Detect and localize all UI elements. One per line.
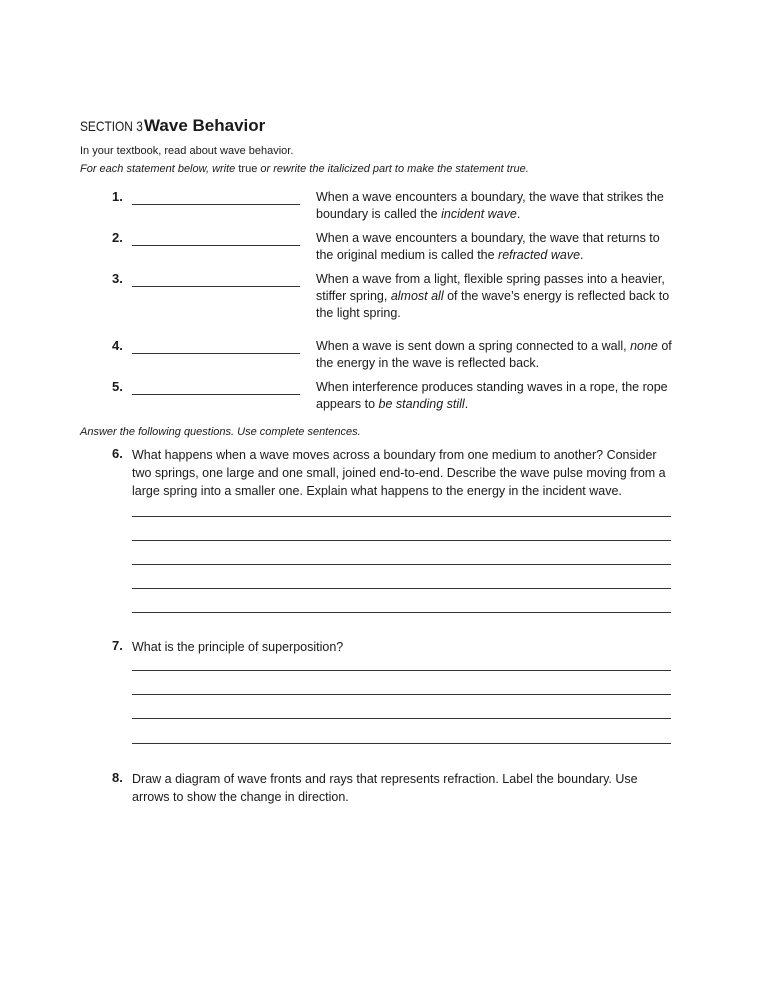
question-text: What is the principle of superposition? bbox=[132, 640, 344, 654]
statement-text bbox=[316, 189, 676, 223]
answer-line[interactable] bbox=[132, 743, 671, 744]
answer-line[interactable] bbox=[132, 540, 671, 541]
answer-line[interactable] bbox=[132, 612, 671, 613]
answer-blank[interactable] bbox=[132, 231, 300, 246]
statement-part: When a wave encounters a boundary, the wave that strikes the boundary is called the bbox=[316, 190, 664, 221]
section-name: Wave Behavior bbox=[144, 116, 266, 135]
statement-text bbox=[316, 271, 676, 322]
question-number: 8. bbox=[112, 770, 123, 785]
statement-number: 1. bbox=[112, 189, 123, 204]
statement-number: 4. bbox=[112, 338, 123, 353]
answer-blank[interactable] bbox=[132, 380, 300, 395]
question-number: 7. bbox=[112, 638, 123, 653]
statement-number: 2. bbox=[112, 230, 123, 245]
statement-part: . bbox=[516, 207, 521, 221]
statement-number: 5. bbox=[112, 379, 123, 394]
section-number: SECTION 3 bbox=[80, 118, 143, 134]
statement-part: . bbox=[580, 248, 584, 262]
answer-line[interactable] bbox=[132, 516, 671, 517]
answer-blank[interactable] bbox=[132, 339, 300, 354]
statement-part: of the wave’s energy is reflected back to the light spring. bbox=[316, 289, 670, 320]
question-text: What happens when a wave moves across a boundary from one medium to another? Consider two springs, one large and one small, joined end-to-end. Describe the wave pulse moving from a large spring into a smaller one. Explain what happens to the energy in the incident wave. bbox=[132, 448, 666, 498]
statement-number: 3. bbox=[112, 271, 123, 286]
question-number: 6. bbox=[112, 446, 123, 461]
statement-text bbox=[316, 338, 676, 372]
statement-part: When a wave from a light, flexible spring passes into a heavier, stiffer spring, bbox=[316, 272, 665, 303]
italic-part: almost all bbox=[390, 289, 444, 303]
statement-text bbox=[316, 379, 676, 413]
answer-blank[interactable] bbox=[132, 272, 300, 287]
answer-line[interactable] bbox=[132, 564, 671, 565]
section-title bbox=[80, 116, 265, 136]
question-text: Draw a diagram of wave fronts and rays that represents refraction. Label the boundary. Use arrows to show the change in direction. bbox=[132, 772, 638, 804]
answer-line[interactable] bbox=[132, 694, 671, 695]
italic-part: incident wave bbox=[441, 207, 517, 221]
instructions-true-false: For each statement below, write true or rewrite the italicized part to make the statement true. bbox=[80, 163, 529, 175]
statement-text bbox=[316, 230, 676, 264]
italic-part: none bbox=[630, 339, 658, 353]
instructions-questions: Answer the following questions. Use complete sentences. bbox=[80, 426, 361, 438]
intro-text: In your textbook, read about wave behavior. bbox=[80, 145, 294, 157]
italic-part: be standing still bbox=[378, 397, 465, 411]
answer-line[interactable] bbox=[132, 718, 671, 719]
statement-part: When a wave is sent down a spring connected to a wall, bbox=[316, 339, 631, 353]
answer-blank[interactable] bbox=[132, 190, 300, 205]
statement-part: . bbox=[464, 397, 469, 411]
statement-part: of the energy in the wave is reflected back. bbox=[316, 339, 672, 370]
statement-part: When interference produces standing waves in a rope, the rope appears to bbox=[316, 380, 668, 411]
answer-line[interactable] bbox=[132, 588, 671, 589]
statement-part: When a wave encounters a boundary, the wave that returns to the original medium is called the bbox=[316, 231, 660, 262]
answer-line[interactable] bbox=[132, 670, 671, 671]
italic-part: refracted wave bbox=[498, 248, 581, 262]
